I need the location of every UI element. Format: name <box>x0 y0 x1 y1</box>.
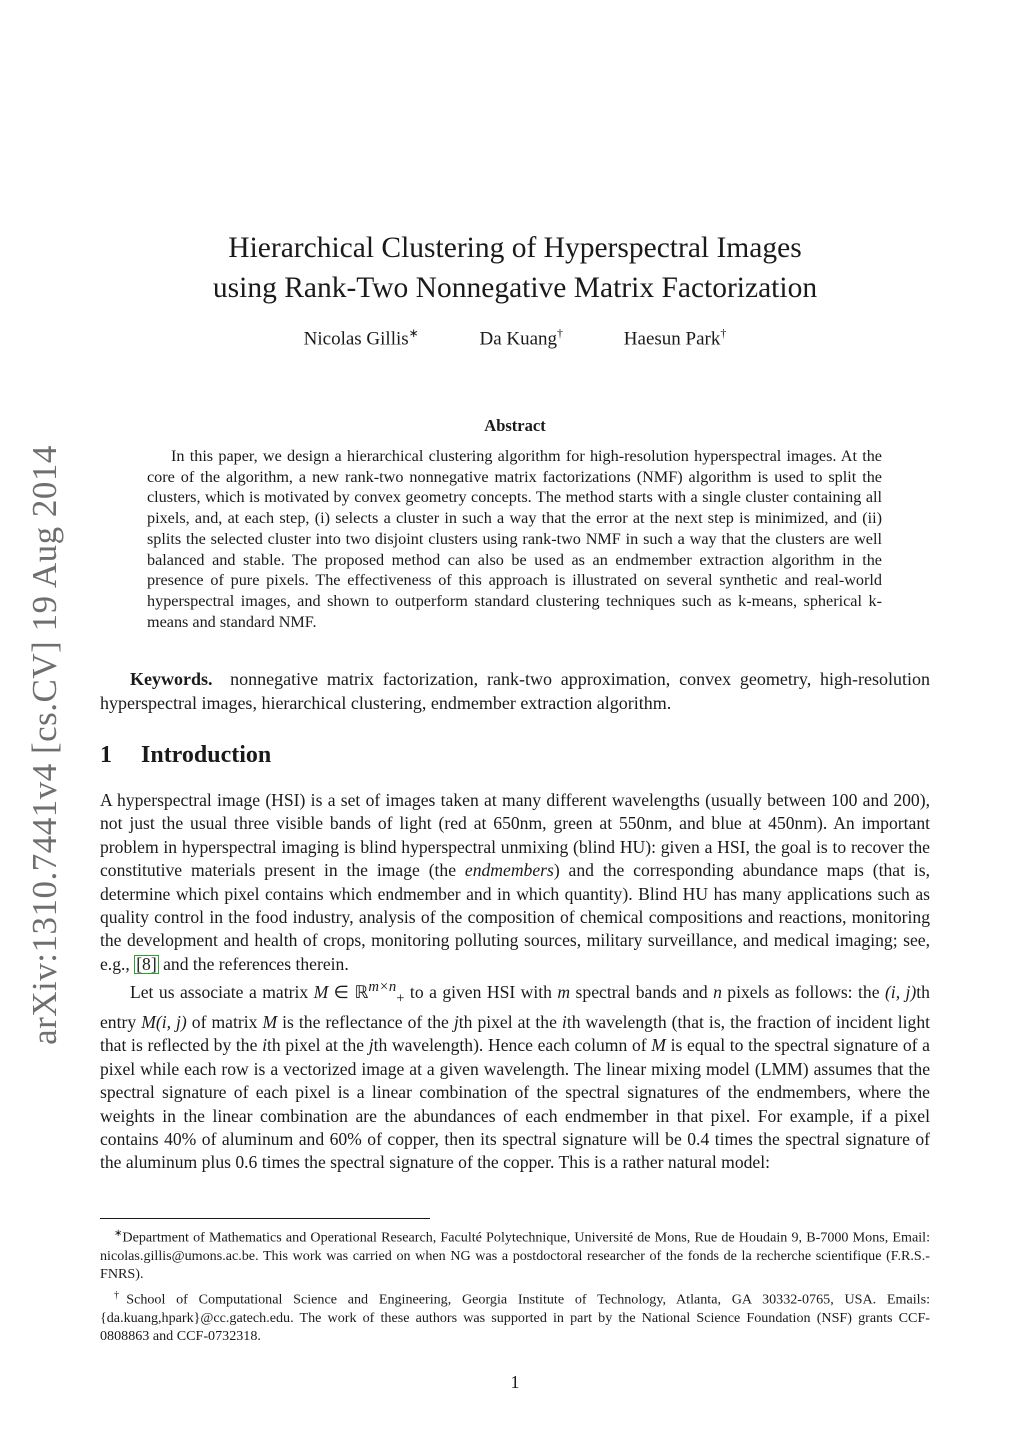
paragraph-1: A hyperspectral image (HSI) is a set of images taken at many different wavelengths (usually between 100 and 200), not just the usual three visible bands of light (red at 650nm, green at 550nm, and blue at 450nm). An important problem in hyperspectral imaging is blind hyperspectral unmixing (blind HU): given a HSI, the goal is to recover the constitutive materials present in the image (the endmembers) and the corresponding abundance maps (that is, determine which pixel contains which endmember and in which quantity). Blind HU has many applications such as quality control in the food industry, analysis of the composition of chemical compositions and reactions, monitoring the development and health of crops, monitoring polluting sources, military surveillance, and medical imaging; see, e.g., [8] and the references therein. <box>100 790 930 974</box>
author-list <box>100 326 930 350</box>
section-title: Introduction <box>141 742 272 768</box>
keywords <box>100 668 930 715</box>
abstract-body: In this paper, we design a hierarchical clustering algorithm for high-resolution hyperspectral images. At the core of the algorithm, a new rank-two nonnegative matrix factorizations (NMF) algorithm is used to split the clusters, which is motivated by convex geometry concepts. The method starts with a single cluster containing all pixels, and, at each step, (i) selects a cluster in such a way that the error at the next step is minimized, and (ii) splits the selected cluster into two disjoint clusters using rank-two NMF in such a way that the clusters are well balanced and stable. The proposed method can also be used as an endmember extraction algorithm in the presence of pure pixels. The effectiveness of this approach is illustrated on several synthetic and real-world hyperspectral images, and shown to outperform standard clustering techniques such as k-means, spherical k-means and standard NMF. <box>147 447 882 631</box>
footnote-2: †School of Computational Science and Engineering, Georgia Institute of Technology, Atlanta, GA 30332-0765, USA. Emails: {da.kuang,hpark}@cc.gatech.edu. The work of these authors was supported in part by the National Science Foundation (NSF) grants CCF-0808863 and CCF-0732318. <box>100 1289 930 1344</box>
footnote-1: ∗Department of Mathematics and Operational Research, Faculté Polytechnique, Université de Mons, Rue de Houdain 9, B-7000 Mons, Email: nicolas.gillis@umons.ac.be. This work was carried on when NG was a postdoctoral researcher of the fonds de la recherche scientifique (F.R.S.-FNRS). <box>100 1228 930 1283</box>
citation-8-link[interactable]: [8] <box>136 953 157 974</box>
title-line-2: using Rank-Two Nonnegative Matrix Factorization <box>212 272 818 304</box>
paragraph-2: Let us associate a matrix M ∈ ℝ$^{m\times n}_+$ to a given HSI with m spectral bands and n pixels as follows: the (i, j)th entry M(i, j) of matrix M is the reflectance of the jth pixel at the ith wavelength (that is, the fraction of incident light that is reflected by the ith pixel at the jth wavelength). Hence each column of M is equal to the spectral signature of a pixel while each row is a vectorized image at a given wavelength. The linear mixing model (LMM) assumes that the spectral signature of each pixel is a linear combination of the spectral signatures of the endmembers, where the weights in the linear combination are the abundances of each endmember in that pixel. For example, if a pixel contains 40% of aluminum and 60% of copper, then its spectral signature will be 0.4 times the spectral signature of the aluminum plus 0.6 times the spectral signature of the copper. This is a rather natural model: <box>100 979 931 1173</box>
page-number: 1 <box>510 1372 520 1392</box>
keywords-label: Keywords. <box>130 669 213 689</box>
footnotes <box>100 1225 930 1348</box>
title-line-1: Hierarchical Clustering of Hyperspectral Images <box>228 232 802 264</box>
section-heading <box>100 742 930 769</box>
author-gillis: Nicolas Gillis∗ <box>303 326 419 350</box>
paper-title <box>100 228 930 308</box>
keywords-text: nonnegative matrix factorization, rank-two approximation, convex geometry, high-resolution hyperspectral images, hierarchical clustering, endmember extraction algorithm. <box>100 669 930 713</box>
arxiv-sidebar <box>18 0 72 1448</box>
section-number: 1 <box>100 742 112 768</box>
body-text <box>100 789 930 1175</box>
author-kuang: Da Kuang† <box>479 326 564 350</box>
arxiv-identifier: arXiv:1310.7441v4 [cs.CV] 19 Aug 2014 <box>25 445 64 1045</box>
author-park: Haesun Park† <box>623 326 727 350</box>
endmembers-term: endmembers <box>464 860 554 881</box>
paper-page <box>100 0 930 1448</box>
abstract-heading: Abstract <box>484 416 546 435</box>
footnote-divider <box>100 1218 430 1219</box>
